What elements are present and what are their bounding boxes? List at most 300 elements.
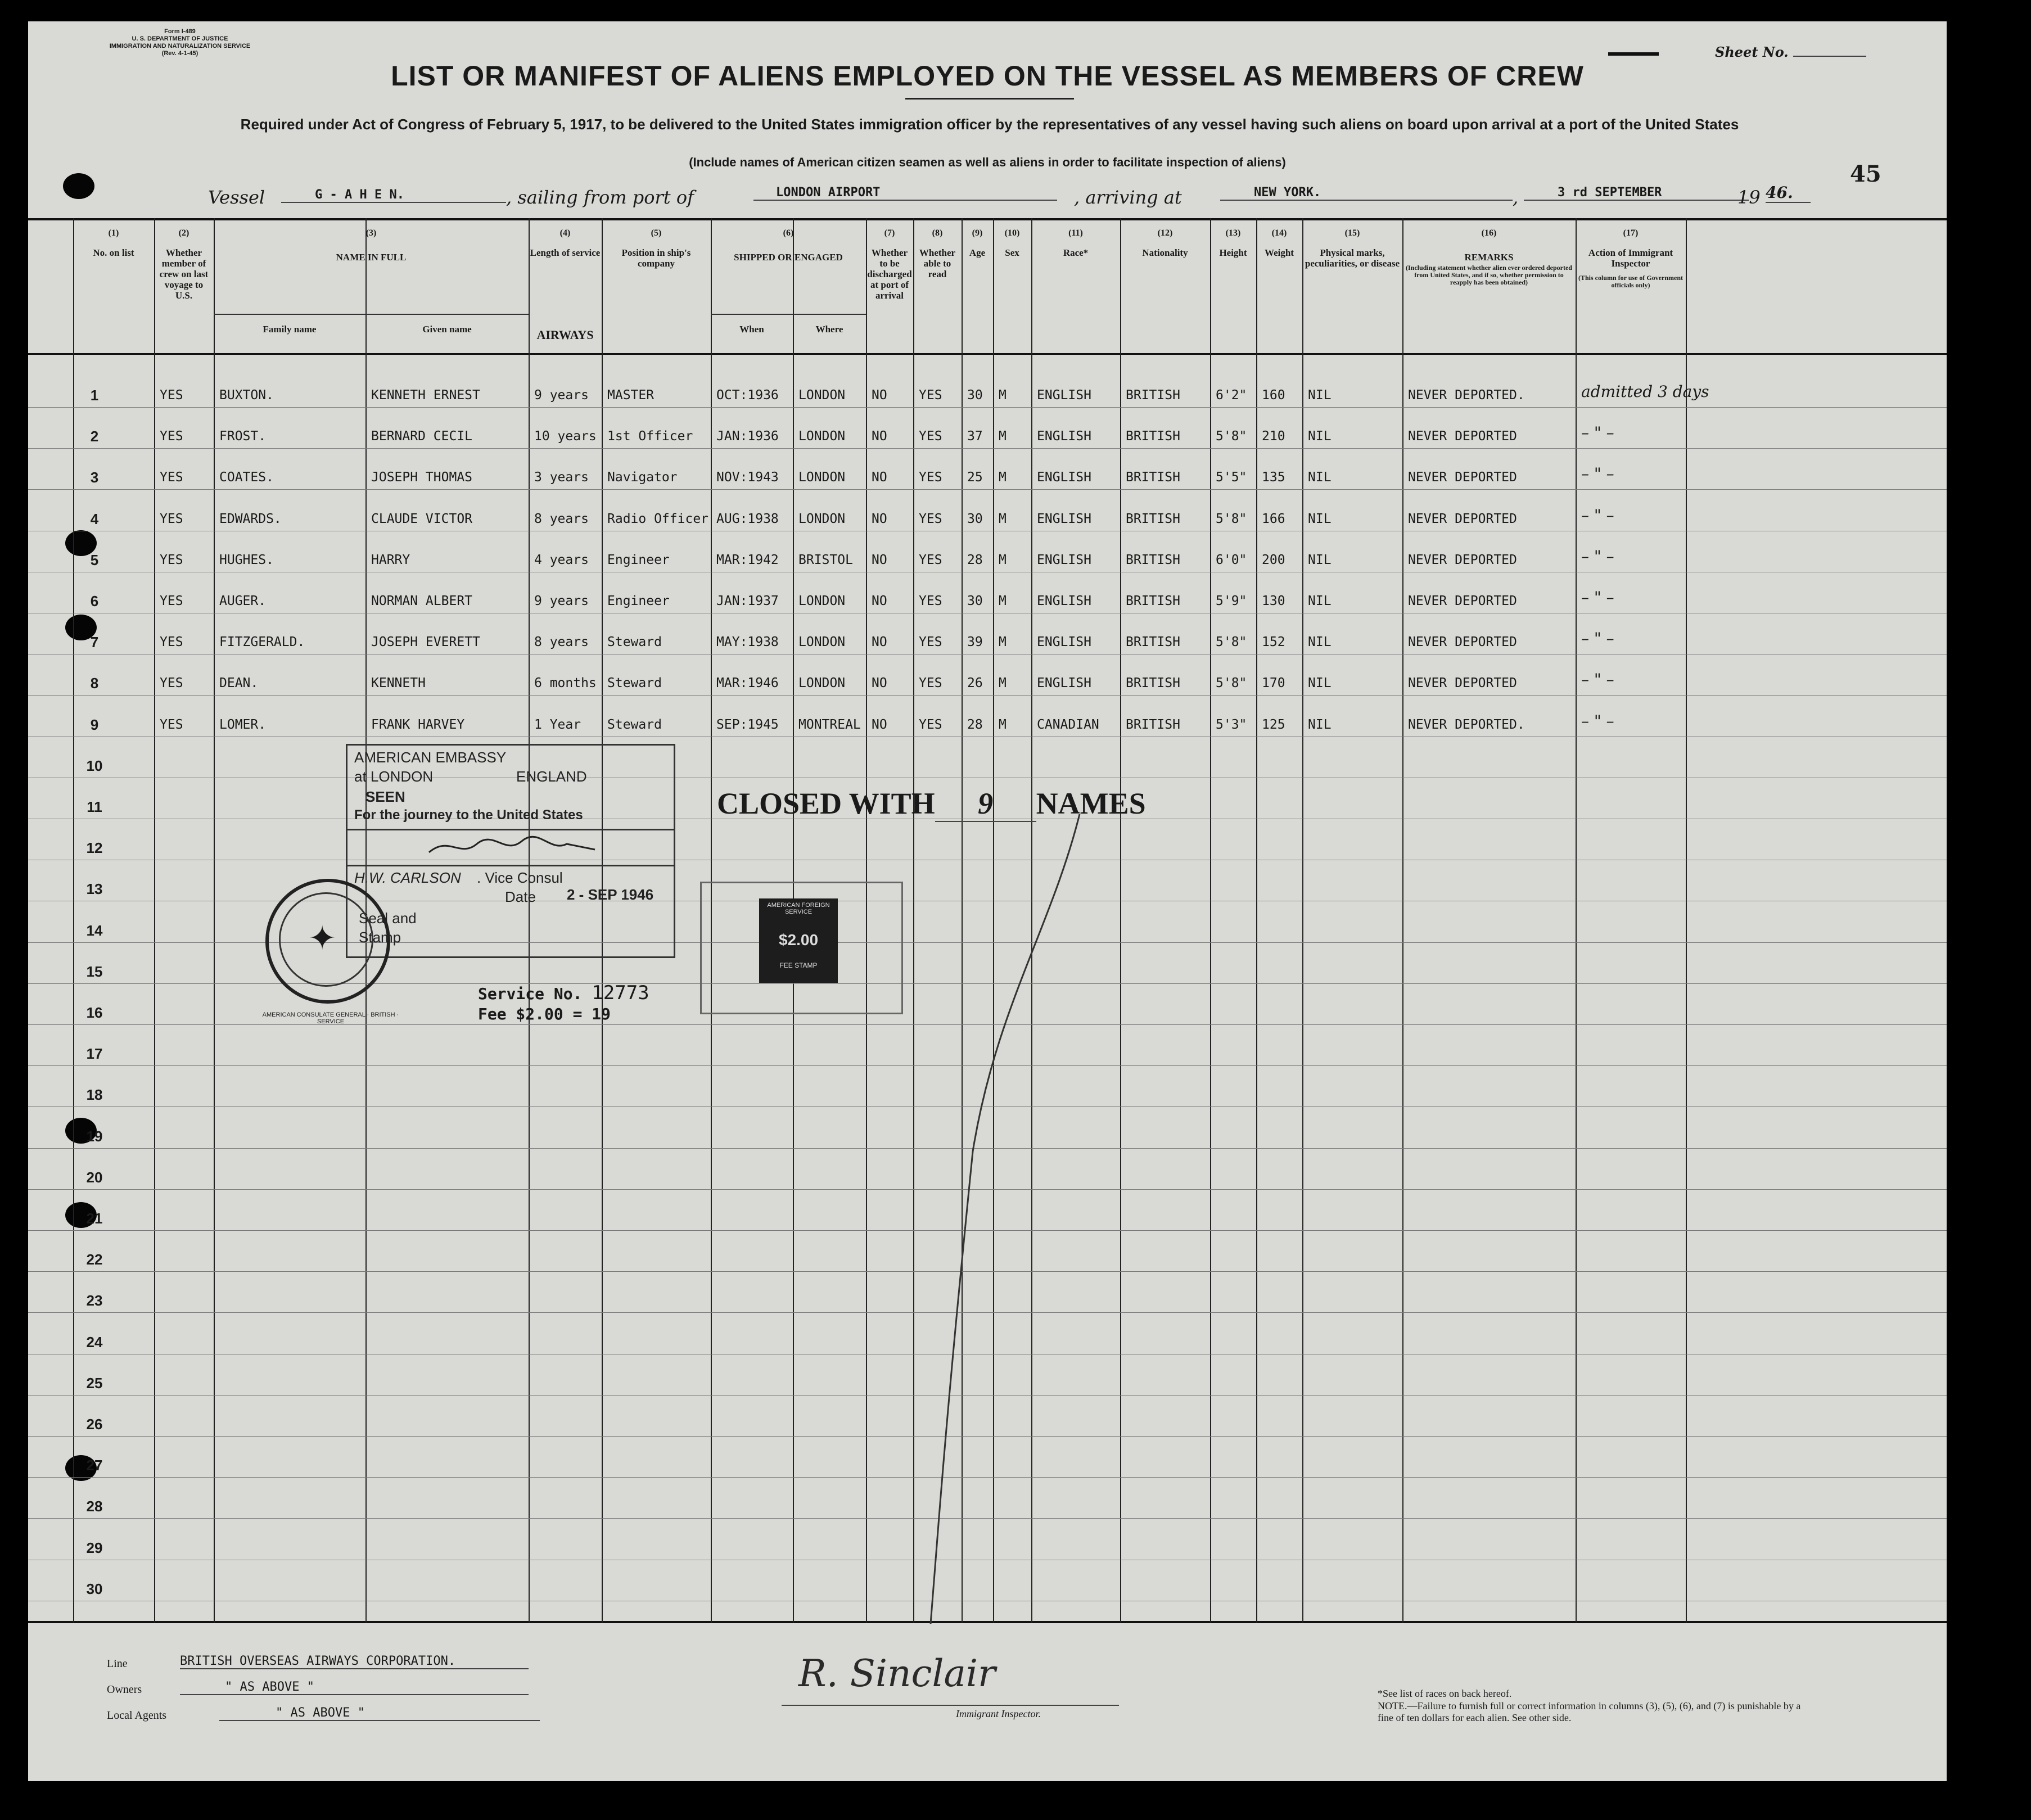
crew-position: MASTER: [607, 388, 655, 403]
crew-action: – " –: [1581, 588, 1614, 607]
row-number: 26: [86, 1416, 103, 1433]
embassy-stamp-country: ENGLAND: [516, 768, 587, 785]
crew-family: LOMER.: [219, 717, 267, 732]
column-header: Action of Immigrant Inspector: [1588, 247, 1673, 269]
crew-nat: BRITISH: [1126, 717, 1180, 732]
form-revision: (Rev. 4-1-45): [161, 50, 198, 57]
inspector-signature: R. Sinclair: [798, 1652, 996, 1695]
column-number: (8): [932, 228, 943, 238]
crew-given: JOSEPH EVERETT: [371, 635, 480, 649]
sailing-label: , sailing from port of: [506, 187, 694, 208]
row-number: 4: [90, 511, 99, 527]
crew-age: 30: [967, 594, 983, 608]
closed-count: 9: [935, 786, 1036, 822]
year-suffix: 46.: [1766, 183, 1811, 203]
column-number: (11): [1068, 228, 1083, 238]
crew-when: MAR:1942: [716, 553, 779, 567]
crew-remarks: NEVER DEPORTED: [1408, 512, 1517, 526]
column-header-stamp: AIRWAYS: [536, 328, 594, 342]
service-number: 12773: [592, 982, 649, 1004]
crew-prev: YES: [160, 512, 183, 526]
crew-height: 5'8": [1216, 676, 1247, 690]
column-header: Height: [1219, 247, 1247, 258]
column-rule: [1210, 218, 1211, 1623]
crew-disch: NO: [872, 470, 887, 485]
crew-marks: NIL: [1308, 512, 1332, 526]
subheader-rule: [711, 314, 866, 315]
seal-text: AMERICAN CONSULATE GENERAL · BRITISH · SERVICE: [262, 1011, 399, 1025]
row-number: 25: [86, 1375, 103, 1392]
row-number: 27: [86, 1457, 103, 1474]
crew-race: ENGLISH: [1037, 470, 1091, 485]
crew-weight: 125: [1262, 717, 1285, 732]
column-number: (12): [1157, 228, 1173, 238]
crew-read: YES: [919, 676, 942, 690]
crew-service: 9 years: [534, 388, 589, 403]
crew-service: 4 years: [534, 553, 589, 567]
crew-where: BRISTOL: [798, 553, 853, 567]
closing-pen-line: [928, 814, 1096, 1629]
row-number: 20: [86, 1169, 103, 1186]
row-number: 15: [86, 963, 103, 980]
column-header: Whether to be discharged at port of arrival: [867, 247, 912, 301]
crew-disch: NO: [872, 717, 887, 732]
column-header: Weight: [1265, 247, 1294, 258]
row-number: 2: [90, 428, 99, 445]
row-rule: [28, 695, 1947, 696]
form-identifier: [107, 28, 253, 57]
column-header: SHIPPED OR ENGAGED: [734, 252, 843, 263]
row-number: 3: [90, 469, 99, 486]
row-number: 29: [86, 1539, 103, 1556]
crew-marks: NIL: [1308, 429, 1332, 444]
fee-stamp: [759, 898, 838, 983]
crew-sex: M: [999, 388, 1007, 403]
year-prefix: 19: [1737, 187, 1761, 208]
column-number: (14): [1271, 228, 1287, 238]
column-number: (17): [1623, 228, 1639, 238]
crew-when: MAR:1946: [716, 676, 779, 690]
column-number: (1): [108, 228, 119, 238]
sailing-port: LONDON AIRPORT: [753, 186, 1057, 201]
row-number: 24: [86, 1334, 103, 1351]
column-header: NAME IN FULL: [336, 252, 407, 263]
sheet-number-label: Sheet No.: [1715, 44, 1789, 60]
crew-when: JAN:1937: [716, 594, 779, 608]
crew-family: FITZGERALD.: [219, 635, 305, 649]
service-number-label: Service No.: [478, 984, 583, 1003]
fee-stamp-bottom: FEE STAMP: [779, 961, 818, 969]
row-number: 16: [86, 1004, 103, 1021]
crew-nat: BRITISH: [1126, 388, 1180, 403]
column-rule: [1256, 218, 1257, 1623]
row-number: 28: [86, 1498, 103, 1515]
crew-position: Radio Officer: [607, 512, 709, 526]
column-rule: [73, 218, 74, 1623]
sheet-number: [1715, 44, 1866, 60]
crew-action: – " –: [1581, 670, 1614, 689]
crew-position: Steward: [607, 676, 662, 690]
crew-marks: NIL: [1308, 553, 1332, 567]
voyage-line: Vessel G - A H E N. , sailing from port of LONDON AIRPORT , arriving at NEW YORK. , 3 rd SEPTEMBER 19 46.: [208, 183, 1782, 210]
crew-age: 39: [967, 635, 983, 649]
crew-read: YES: [919, 429, 942, 444]
crew-when: AUG:1938: [716, 512, 779, 526]
row-number: 30: [86, 1580, 103, 1597]
page-subtitle: Required under Act of Congress of February 5, 1917, to be delivered to the United States immigration officer by the representatives of any vessel having such aliens on board upon arrival at a port of the United States: [240, 116, 1739, 133]
crew-family: FROST.: [219, 429, 267, 444]
row-number: 10: [86, 757, 103, 774]
column-rule: [1686, 218, 1687, 1623]
column-rule: [913, 218, 914, 1623]
column-number: (7): [884, 228, 895, 238]
row-number: 6: [90, 593, 99, 609]
column-number: (13): [1225, 228, 1241, 238]
crew-given: BERNARD CECIL: [371, 429, 473, 444]
crew-where: LONDON: [798, 512, 846, 526]
crew-sex: M: [999, 717, 1007, 732]
crew-service: 10 years: [534, 429, 597, 444]
where-header: Where: [815, 324, 843, 335]
column-rule: [214, 218, 215, 1623]
crew-action: – " –: [1581, 506, 1614, 525]
row-number: 22: [86, 1251, 103, 1268]
row-number: 11: [87, 798, 102, 815]
header-bottom-rule: [28, 353, 1947, 355]
consul-name: H.W. CARLSON: [354, 869, 461, 886]
crew-where: LONDON: [798, 594, 846, 608]
crew-action: – " –: [1581, 712, 1614, 730]
crew-when: MAY:1938: [716, 635, 779, 649]
column-number: (16): [1481, 228, 1497, 238]
crew-given: CLAUDE VICTOR: [371, 512, 473, 526]
crew-where: LONDON: [798, 676, 846, 690]
crew-marks: NIL: [1308, 594, 1332, 608]
crew-disch: NO: [872, 429, 887, 444]
crew-read: YES: [919, 553, 942, 567]
crew-action: admitted 3 days: [1581, 382, 1709, 401]
row-number: 9: [90, 716, 99, 733]
column-number: (10): [1004, 228, 1020, 238]
crew-age: 30: [967, 512, 983, 526]
crew-weight: 160: [1262, 388, 1285, 403]
embassy-stamp-title: AMERICAN EMBASSY: [354, 749, 507, 766]
stamp-date-label: Date: [505, 888, 536, 905]
department-name: U. S. DEPARTMENT OF JUSTICE: [132, 35, 228, 42]
consul-title: . Vice Consul: [477, 869, 563, 886]
crew-family: DEAN.: [219, 676, 259, 690]
column-header: No. on list: [93, 247, 134, 258]
crew-nat: BRITISH: [1126, 470, 1180, 485]
fee-stamp-value: $2.00: [778, 931, 819, 949]
column-header-note: (Including statement whether alien ever ordered deported from United States, and if so, whether permission to reapply has been obtained): [1406, 264, 1572, 286]
agents-label: Local Agents: [107, 1709, 167, 1722]
row-number: 21: [86, 1210, 103, 1227]
crew-race: ENGLISH: [1037, 635, 1091, 649]
crew-where: LONDON: [798, 635, 846, 649]
when-header: When: [739, 324, 764, 335]
races-note: *See list of races on back hereof.: [1378, 1688, 1512, 1699]
crew-weight: 135: [1262, 470, 1285, 485]
crew-when: JAN:1936: [716, 429, 779, 444]
form-number: Form I-489: [164, 28, 196, 35]
crew-remarks: NEVER DEPORTED: [1408, 594, 1517, 608]
crew-service: 3 years: [534, 470, 589, 485]
crew-remarks: NEVER DEPORTED.: [1408, 717, 1525, 732]
crew-race: ENGLISH: [1037, 676, 1091, 690]
column-header: Age: [969, 247, 986, 258]
crew-height: 5'9": [1216, 594, 1247, 608]
crew-age: 37: [967, 429, 983, 444]
column-rule: [1302, 218, 1303, 1623]
column-number: (3): [365, 228, 377, 238]
crew-height: 6'0": [1216, 553, 1247, 567]
arrival-date: 3 rd SEPTEMBER: [1524, 186, 1749, 201]
crew-disch: NO: [872, 388, 887, 403]
crew-position: Engineer: [607, 553, 670, 567]
crew-service: 9 years: [534, 594, 589, 608]
crew-read: YES: [919, 635, 942, 649]
crew-marks: NIL: [1308, 676, 1332, 690]
crew-remarks: NEVER DEPORTED.: [1408, 388, 1525, 403]
embassy-stamp-location: at LONDON: [354, 768, 434, 785]
family-name-header: Family name: [263, 324, 317, 335]
crew-position: Navigator: [607, 470, 678, 485]
row-rule: [28, 489, 1947, 490]
footer: [107, 1652, 1906, 1764]
crew-service: 8 years: [534, 635, 589, 649]
crew-when: OCT:1936: [716, 388, 779, 403]
crew-remarks: NEVER DEPORTED: [1408, 470, 1517, 485]
crew-given: FRANK HARVEY: [371, 717, 465, 732]
crew-height: 6'2": [1216, 388, 1247, 403]
crew-family: EDWARDS.: [219, 512, 282, 526]
row-number: 12: [86, 839, 103, 856]
crew-age: 30: [967, 388, 983, 403]
owners-value: " AS ABOVE ": [180, 1680, 529, 1695]
crew-position: Engineer: [607, 594, 670, 608]
crew-age: 26: [967, 676, 983, 690]
crew-weight: 170: [1262, 676, 1285, 690]
given-name-header: Given name: [422, 324, 472, 335]
crew-race: ENGLISH: [1037, 388, 1091, 403]
row-number: 14: [86, 922, 103, 939]
crew-height: 5'8": [1216, 512, 1247, 526]
vessel-name: G - A H E N.: [281, 188, 506, 203]
crew-marks: NIL: [1308, 470, 1332, 485]
consul-signature: [426, 830, 606, 864]
crew-weight: 166: [1262, 512, 1285, 526]
crew-prev: YES: [160, 594, 183, 608]
crew-disch: NO: [872, 594, 887, 608]
stamp-label: Stamp: [359, 929, 401, 946]
crew-sex: M: [999, 594, 1007, 608]
crew-position: Steward: [607, 635, 662, 649]
column-header: Race*: [1063, 247, 1089, 258]
crew-sex: M: [999, 553, 1007, 567]
crew-sex: M: [999, 470, 1007, 485]
crew-family: BUXTON.: [219, 388, 274, 403]
line-label: Line: [107, 1658, 128, 1670]
arriving-label: , arriving at: [1074, 187, 1182, 208]
crew-remarks: NEVER DEPORTED: [1408, 676, 1517, 690]
column-number: (6): [783, 228, 794, 238]
row-rule: [28, 448, 1947, 449]
crew-weight: 152: [1262, 635, 1285, 649]
row-number: 18: [86, 1086, 103, 1103]
crew-race: ENGLISH: [1037, 512, 1091, 526]
crew-position: 1st Officer: [607, 429, 693, 444]
crew-family: AUGER.: [219, 594, 267, 608]
row-number: 7: [90, 634, 99, 651]
seal-label: Seal and: [359, 910, 417, 927]
row-number: 17: [86, 1045, 103, 1062]
crew-service: 1 Year: [534, 717, 581, 732]
crew-height: 5'8": [1216, 429, 1247, 444]
column-rule: [154, 218, 155, 1623]
crew-disch: NO: [872, 553, 887, 567]
page-subnote: (Include names of American citizen seamen as well as aliens in order to facilitate inspection of aliens): [689, 155, 1286, 169]
crew-sex: M: [999, 635, 1007, 649]
crew-prev: YES: [160, 553, 183, 567]
column-rule: [1120, 218, 1121, 1623]
service-fee: Fee $2.00 = 19: [478, 1005, 611, 1023]
row-number: 23: [86, 1292, 103, 1309]
embassy-stamp: [346, 744, 675, 958]
crew-weight: 130: [1262, 594, 1285, 608]
agents-value: " AS ABOVE ": [219, 1706, 540, 1721]
crew-when: NOV:1943: [716, 470, 779, 485]
vessel-label: Vessel: [208, 187, 265, 208]
column-header: REMARKS: [1464, 252, 1514, 263]
manifest-sheet: [28, 21, 1947, 1781]
crew-read: YES: [919, 388, 942, 403]
crew-where: LONDON: [798, 429, 846, 444]
crew-race: ENGLISH: [1037, 429, 1091, 444]
crew-remarks: NEVER DEPORTED: [1408, 553, 1517, 567]
crew-marks: NIL: [1308, 717, 1332, 732]
closed-names-text: NAMES: [1036, 787, 1146, 820]
crew-age: 28: [967, 553, 983, 567]
crew-action: – " –: [1581, 423, 1614, 442]
row-rule: [28, 407, 1947, 408]
crew-given: NORMAN ALBERT: [371, 594, 473, 608]
service-number-stamp: [478, 983, 649, 1024]
seal-eagle-icon: ✦: [308, 919, 337, 958]
crew-weight: 210: [1262, 429, 1285, 444]
crew-given: KENNETH: [371, 676, 426, 690]
row-number: 1: [90, 387, 99, 404]
column-header: Nationality: [1142, 247, 1188, 258]
table-top-rule: [28, 218, 1947, 220]
punch-hole: [63, 173, 94, 199]
crew-when: SEP:1945: [716, 717, 779, 732]
row-number: 13: [86, 880, 103, 897]
column-header: Whether member of crew on last voyage to U.S.: [159, 247, 209, 301]
crew-nat: BRITISH: [1126, 512, 1180, 526]
crew-remarks: NEVER DEPORTED: [1408, 635, 1517, 649]
crew-read: YES: [919, 470, 942, 485]
line-value: BRITISH OVERSEAS AIRWAYS CORPORATION.: [180, 1654, 529, 1669]
column-number: (9): [972, 228, 983, 238]
crew-prev: YES: [160, 429, 183, 444]
crew-nat: BRITISH: [1126, 429, 1180, 444]
column-number: (4): [559, 228, 571, 238]
stamp-date: 2 - SEP 1946: [567, 886, 654, 903]
crew-prev: YES: [160, 635, 183, 649]
crew-family: HUGHES.: [219, 553, 274, 567]
crew-prev: YES: [160, 717, 183, 732]
crew-race: ENGLISH: [1037, 553, 1091, 567]
column-rule: [1402, 218, 1403, 1623]
crew-prev: YES: [160, 470, 183, 485]
crew-remarks: NEVER DEPORTED: [1408, 429, 1517, 444]
crew-given: HARRY: [371, 553, 410, 567]
crew-family: COATES.: [219, 470, 274, 485]
column-header: Length of service: [530, 247, 601, 258]
title-underline: [905, 98, 1074, 100]
crew-where: LONDON: [798, 470, 846, 485]
column-header-note: (This column for use of Government officials only): [1578, 274, 1684, 289]
crew-where: MONTREAL: [798, 717, 861, 732]
column-header: Physical marks, peculiarities, or disease: [1305, 247, 1400, 269]
crew-nat: BRITISH: [1126, 676, 1180, 690]
crew-given: JOSEPH THOMAS: [371, 470, 473, 485]
crew-read: YES: [919, 717, 942, 732]
fee-stamp-top: AMERICAN FOREIGN SERVICE: [767, 902, 830, 915]
column-number: (5): [651, 228, 662, 238]
crew-read: YES: [919, 594, 942, 608]
crew-disch: NO: [872, 512, 887, 526]
consul-signature-stroke: [429, 837, 595, 852]
crew-height: 5'8": [1216, 635, 1247, 649]
row-number: 19: [86, 1128, 103, 1145]
crew-position: Steward: [607, 717, 662, 732]
crew-prev: YES: [160, 676, 183, 690]
arriving-port: NEW YORK.: [1220, 186, 1513, 201]
column-rule: [1576, 218, 1577, 1623]
closing-pen-stroke: [931, 814, 1080, 1624]
crew-weight: 200: [1262, 553, 1285, 567]
page-number: 45: [1850, 161, 1881, 187]
crew-race: CANADIAN: [1037, 717, 1099, 732]
column-number: (2): [178, 228, 189, 238]
crew-height: 5'5": [1216, 470, 1247, 485]
crew-sex: M: [999, 676, 1007, 690]
column-header: Sex: [1005, 247, 1019, 258]
crew-nat: BRITISH: [1126, 594, 1180, 608]
crew-read: YES: [919, 512, 942, 526]
crew-where: LONDON: [798, 388, 846, 403]
column-header: Whether able to read: [919, 247, 956, 279]
service-name: IMMIGRATION AND NATURALIZATION SERVICE: [109, 43, 251, 49]
crew-marks: NIL: [1308, 388, 1332, 403]
crew-height: 5'3": [1216, 717, 1247, 732]
crew-race: ENGLISH: [1037, 594, 1091, 608]
crew-service: 6 months: [534, 676, 597, 690]
column-number: (15): [1344, 228, 1360, 238]
row-number: 8: [90, 675, 99, 692]
row-number: 5: [90, 552, 99, 568]
crew-action: – " –: [1581, 464, 1614, 483]
crew-sex: M: [999, 429, 1007, 444]
crew-nat: BRITISH: [1126, 553, 1180, 567]
column-header: Position in ship's company: [621, 247, 691, 269]
crew-disch: NO: [872, 676, 887, 690]
crew-marks: NIL: [1308, 635, 1332, 649]
subheader-rule: [214, 314, 529, 315]
crew-nat: BRITISH: [1126, 635, 1180, 649]
